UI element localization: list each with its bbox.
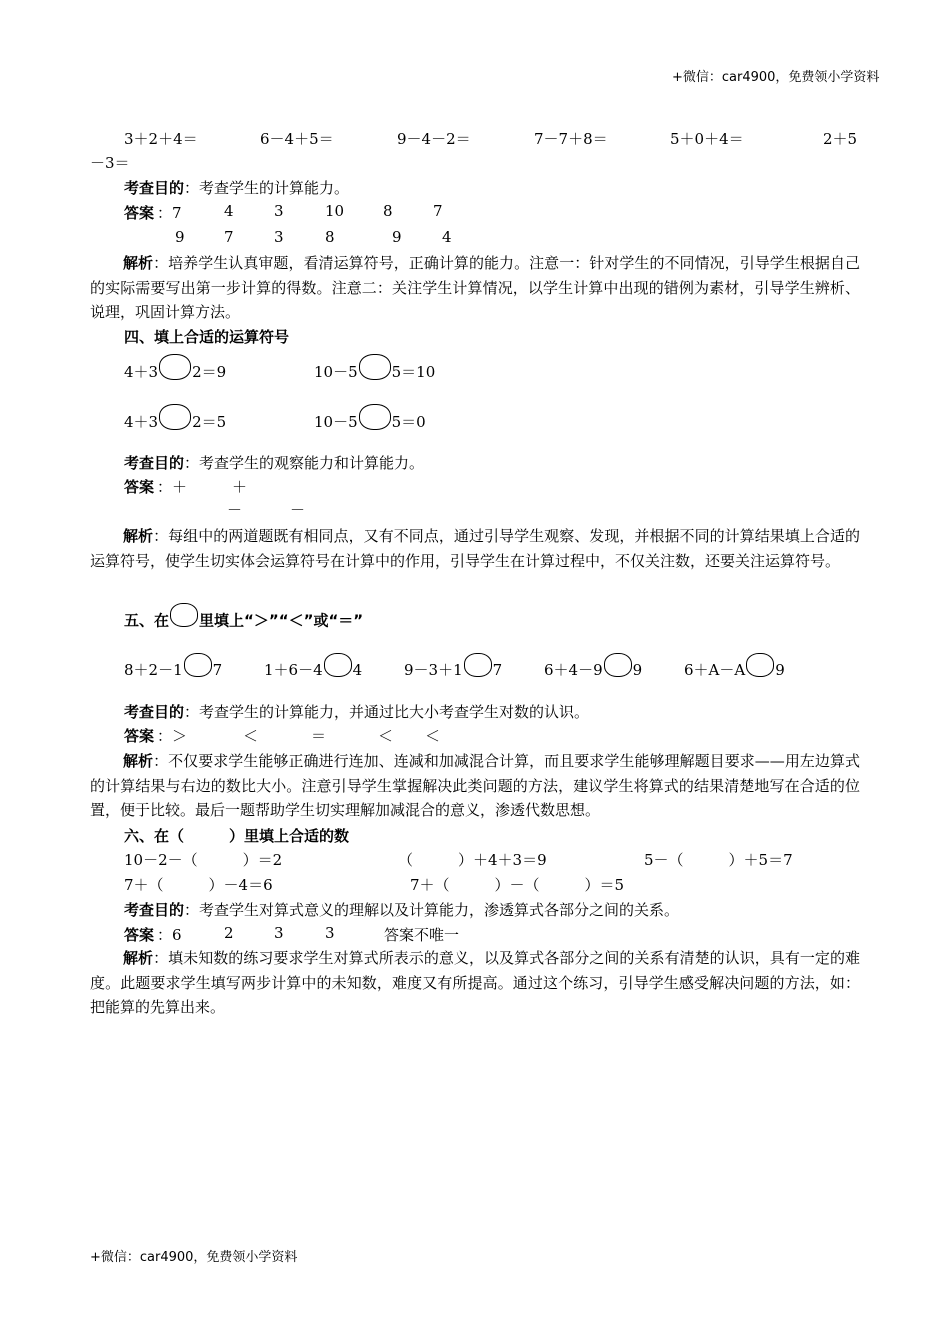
eq-right: 2＝5 (192, 413, 227, 431)
expr-left: 8＋2－1 (124, 661, 183, 679)
s3-answer: 3 (274, 202, 284, 220)
blank-circle-icon[interactable] (324, 653, 352, 677)
s5-answer: ：＞ (157, 727, 188, 745)
eq-right: 5＝0 (391, 413, 426, 431)
s6-title: 六、在（ ）里填上合适的数 (124, 827, 350, 845)
answer-label: 答案 (124, 478, 155, 496)
s4-analysis (90, 524, 860, 573)
s5-item-2 (264, 659, 362, 683)
s3-answer: 7 (224, 228, 234, 246)
s3-answer: 3 (274, 228, 284, 246)
s6-answer: 答案不唯一 (384, 926, 460, 944)
blank-circle-icon[interactable] (604, 653, 632, 677)
s3-answer: 7 (433, 202, 443, 220)
s6-eq-1: 10－2－（ ）＝2 (124, 851, 283, 869)
eq-left: 10－5 (314, 413, 358, 431)
s3-answer: 9 (175, 228, 185, 246)
s6-answer: 3 (274, 924, 284, 942)
analysis-label: 解析 (123, 949, 154, 967)
s3-answer: 4 (442, 228, 452, 246)
analysis-label: 解析 (123, 752, 154, 770)
s5-item-1 (124, 659, 222, 683)
answer-label: 答案 (124, 727, 155, 745)
s6-analysis (90, 946, 860, 1020)
s4-answer: － (227, 501, 243, 519)
blank-circle-icon[interactable] (184, 653, 212, 677)
s5-item-4 (544, 659, 642, 683)
expr-right: 7 (492, 661, 503, 679)
title-part: 里填上“＞”“＜”或“＝” (199, 611, 364, 630)
s3-answer: 9 (392, 228, 402, 246)
eq-left: 10－5 (314, 363, 358, 381)
s4-title: 四、填上合适的运算符号 (124, 328, 290, 346)
s6-eq-4: 7＋（ ）－4＝6 (124, 876, 273, 894)
s5-answer: ＝ (311, 727, 327, 745)
s5-analysis (90, 749, 860, 823)
s3-purpose (124, 177, 349, 198)
s4-answer: － (290, 501, 306, 519)
s6-eq-3: 5－（ ）＋5＝7 (644, 851, 793, 869)
s4-eq-4 (314, 410, 426, 436)
analysis-text: ：每组中的两道题既有相同点，又有不同点，通过引导学生观察、发现，并根据不同的计算结果填上合适的运算符号，使学生切实体会运算符号在计算中的作用，引导学生在计算过程中，不仅关注数，还要关注运算符号。 (90, 527, 860, 570)
s3-answer: 8 (325, 228, 335, 246)
analysis-label: 解析 (123, 527, 154, 545)
expr-left: 6＋A－A (684, 661, 746, 679)
s3-answer: 4 (224, 202, 234, 220)
analysis-text: ：填未知数的练习要求学生对算式所表示的意义，以及算式各部分之间的关系有清楚的认识，具有一定的难度。此题要求学生填写两步计算中的未知数，难度又有所提高。通过这个练习，引导学生感受解决问题的方法，如：把能算的先算出来。 (90, 949, 860, 1016)
eq-right: 5＝10 (391, 363, 436, 381)
header-watermark: +微信：car4900，免费领小学资料 (672, 70, 880, 85)
blank-circle-icon[interactable] (359, 404, 391, 430)
s6-eq-2: （ ）＋4＋3＝9 (398, 851, 547, 869)
purpose-label: 考查目的 (124, 901, 185, 919)
analysis-text: ：不仅要求学生能够正确进行连加、连减和加减混合计算，而且要求学生能够理解题目要求——用左边算式的计算结果与右边的数比大小。注意引导学生掌握解决此类问题的方法，建议学生将算式的结果清楚地写在合适的位置，便于比较。最后一题帮助学生切实理解加减混合的意义，渗透代数思想。 (90, 752, 860, 819)
expr-right: 9 (632, 661, 643, 679)
s3-item-1: 3＋2＋4＝ (124, 130, 198, 148)
s6-answer: ：6 (157, 926, 182, 944)
s4-eq-2 (314, 360, 435, 386)
s3-item-wrap: －3＝ (90, 154, 130, 172)
expr-right: 9 (775, 661, 785, 679)
s4-answer: ＋ (232, 478, 248, 496)
s3-item-6: 2＋5 (823, 130, 858, 148)
s3-item-2: 6－4＋5＝ (260, 130, 334, 148)
blank-circle-icon[interactable] (464, 653, 492, 677)
purpose-text: ：考查学生的观察能力和计算能力。 (184, 454, 425, 472)
purpose-label: 考查目的 (124, 703, 185, 721)
purpose-label: 考查目的 (124, 179, 185, 197)
blank-circle-icon[interactable] (359, 354, 391, 380)
s6-answer: 3 (325, 924, 335, 942)
s3-item-4: 7－7＋8＝ (534, 130, 608, 148)
analysis-text: ：培养学生认真审题，看清运算符号，正确计算的能力。注意一：针对学生的不同情况，引导学生根据自己的实际需要写出第一步计算的得数。注意二：关注学生计算情况，以学生计算中出现的错例为素材，引导学生辨析、说理，巩固计算方法。 (90, 254, 860, 321)
expr-right: 4 (352, 661, 363, 679)
expr-left: 6＋4－9 (544, 661, 603, 679)
s4-purpose (124, 452, 424, 473)
analysis-label: 解析 (123, 254, 154, 272)
answer-label: 答案 (124, 926, 155, 944)
blank-circle-icon[interactable] (159, 404, 191, 430)
s5-answer: ＜ (378, 727, 394, 745)
expr-right: 7 (212, 661, 223, 679)
s6-purpose (124, 899, 679, 920)
s6-eq-5: 7＋（ ）－（ ）＝5 (410, 876, 625, 894)
blank-circle-icon[interactable] (159, 354, 191, 380)
eq-left: 4＋3 (124, 413, 159, 431)
s5-item-5 (684, 659, 785, 683)
eq-right: 2＝9 (192, 363, 227, 381)
purpose-text: ：考查学生的计算能力，并通过比大小考查学生对数的认识。 (184, 703, 590, 721)
expr-left: 1＋6－4 (264, 661, 323, 679)
footer-watermark: +微信：car4900，免费领小学资料 (90, 1250, 298, 1265)
purpose-text: ：考查学生的计算能力。 (184, 179, 350, 197)
s5-answer: ＜ (243, 727, 259, 745)
s3-answer: 8 (383, 202, 393, 220)
s5-title (124, 609, 363, 633)
purpose-text: ：考查学生对算式意义的理解以及计算能力，渗透算式各部分之间的关系。 (184, 901, 680, 919)
s3-analysis (90, 251, 860, 325)
s5-answer: ＜ (425, 727, 441, 745)
s3-item-5: 5＋0＋4＝ (670, 130, 744, 148)
s4-eq-3 (124, 410, 226, 436)
answer-label: 答案 (124, 204, 155, 222)
s5-purpose (124, 701, 589, 722)
purpose-label: 考查目的 (124, 454, 185, 472)
blank-circle-icon (170, 603, 198, 627)
eq-left: 4＋3 (124, 363, 159, 381)
s4-answer: ：＋ (157, 478, 188, 496)
blank-circle-icon[interactable] (746, 653, 774, 677)
s3-answer: ：7 (157, 204, 182, 222)
s4-eq-1 (124, 360, 226, 386)
expr-left: 9－3＋1 (404, 661, 463, 679)
s3-answer: 10 (325, 202, 345, 220)
s6-answer: 2 (224, 924, 234, 942)
title-part: 五、在 (124, 611, 170, 630)
s5-item-3 (404, 659, 502, 683)
s3-item-3: 9－4－2＝ (397, 130, 471, 148)
